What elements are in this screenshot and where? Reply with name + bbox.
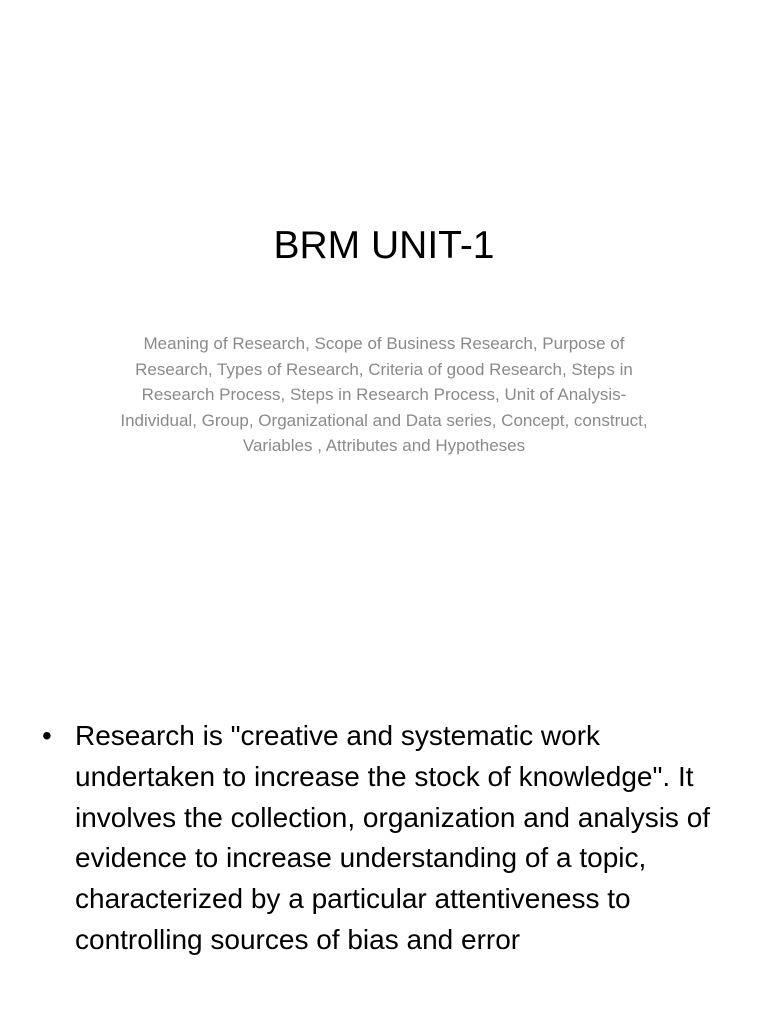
bullet-item [40,716,730,961]
bullet-text: Research is "creative and systematic work undertaken to increase the stock of knowledge". It involves the collection, organization and analysis of evidence to increase understanding of a topic, characterized by a particular attentiveness to controlling sources of bias and error [75,720,711,955]
slide-subtitle: Meaning of Research, Scope of Business Research, Purpose of Research, Types of Research, Criteria of good Research, Steps in Research Process, Steps in Research Process, Unit of Analysis-Individual, Group, Organizational and Data series, Concept, construct, Variables , Attributes and Hypotheses [120,334,648,455]
bullet-mark: • [42,720,52,751]
slide-title: BRM UNIT-1 [273,224,495,267]
bullet-list [40,716,730,961]
